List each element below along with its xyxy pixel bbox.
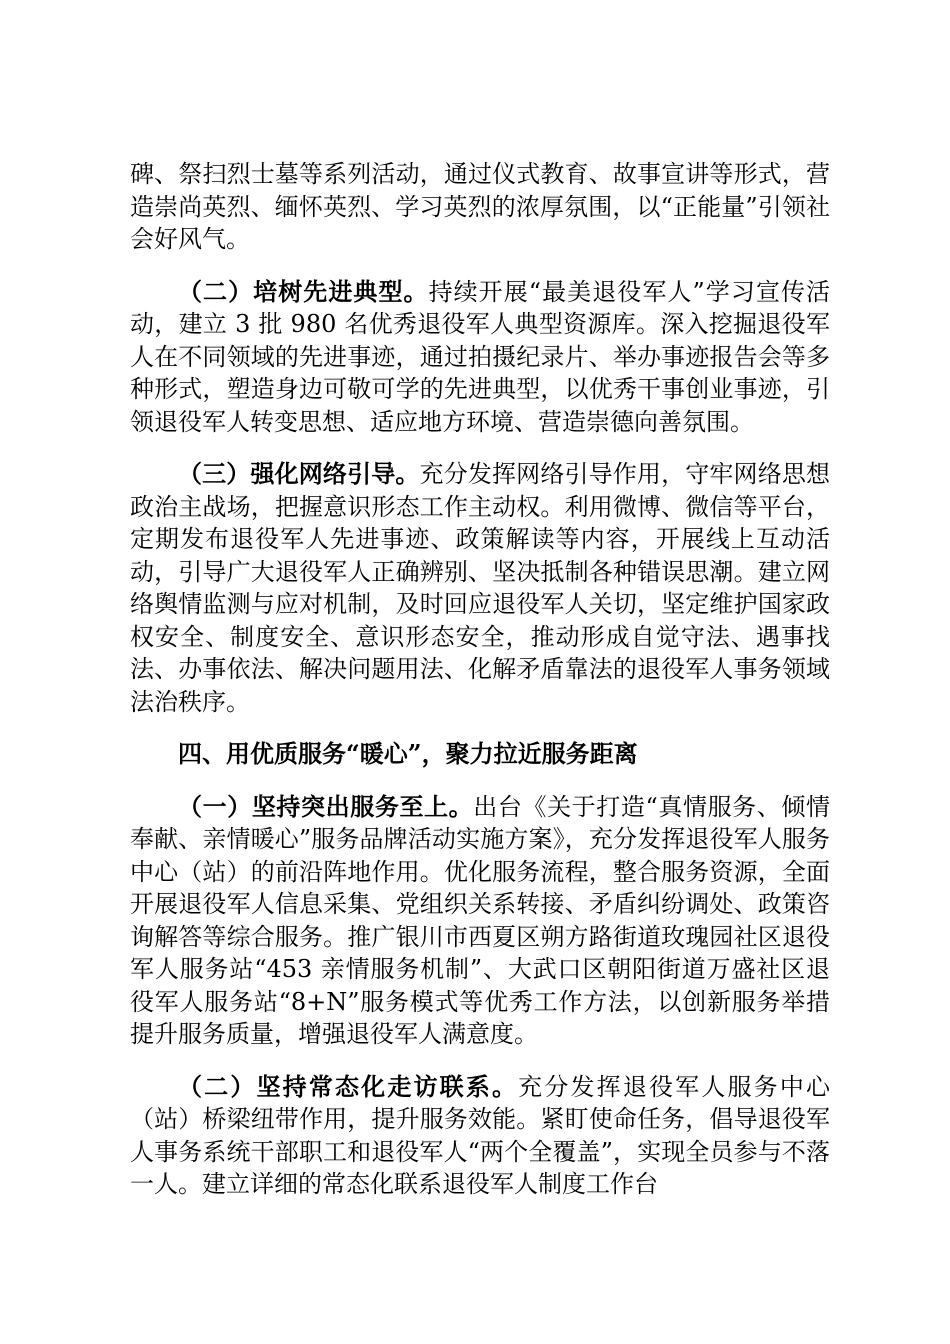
paragraph-lead: （二）坚持常态化走访联系。 [178, 1071, 519, 1101]
document-page [130, 158, 830, 1201]
paragraph-lead: （二）培树先进典型。 [178, 276, 429, 306]
paragraph-text: 碑、祭扫烈士墓等系列活动，通过仪式教育、故事宣讲等形式，营造崇尚英烈、缅怀英烈、学习英烈的浓厚氛围，以“正能量”引领社会好风气。 [130, 160, 830, 253]
paragraph-text: 充分发挥退役军人服务中心（站）桥梁纽带作用，提升服务效能。紧盯使命任务，倡导退役军人事务系统干部职工和退役军人“两个全覆盖”，实现全员参与不落一人。建立详细的常态化联系退役军人制度工作台 [130, 1072, 831, 1198]
paragraph-regular-visits [130, 1071, 830, 1201]
paragraph-text: 持续开展“最美退役军人”学习宣传活动，建立 3 批 980 名优秀退役军人典型资源库。深入挖掘退役军人在不同领域的先进事迹，通过拍摄纪录片、举办事迹报告会等多种形式，塑造身边可敬可学的先进典型，以优秀干事创业事迹，引领退役军人转变思想、适应地方环境、营造崇德向善氛围。 [130, 277, 830, 436]
paragraph-continuation [130, 158, 830, 256]
paragraph-text: 出台《关于打造“真情服务、倾情奉献、亲情暖心”服务品牌活动实施方案》，充分发挥退役军人服务中心（站）的前沿阵地作用。优化服务流程，整合服务资源，全面开展退役军人信息采集、党组织关系转接、矛盾纠纷调处、政策咨询解答等综合服务。推广银川市西夏区朔方路街道玫瑰园社区退役军人服务站“453 亲情服务机制”、大武口区朝阳街道万盛社区退役军人服务站“8+N”服务模式等优秀工作方法，以创新服务举措提升服务质量，增强退役军人满意度。 [130, 792, 830, 1048]
paragraph-lead: （三）强化网络引导。 [178, 459, 420, 488]
paragraph-service-first [130, 791, 830, 1051]
paragraph-lead: （一）坚持突出服务至上。 [178, 791, 474, 821]
section-heading: 四、用优质服务“暖心”，聚力拉近服务距离 [178, 739, 638, 768]
paragraph-cultivate-models [130, 276, 830, 439]
paragraph-network-guidance [130, 458, 830, 718]
paragraph-text: 充分发挥网络引导作用，守牢网络思想政治主战场，把握意识形态工作主动权。利用微博、微信等平台，定期发布退役军人先进事迹、政策解读等内容，开展线上互动活动，引导广大退役军人正确辨别、坚决抵制各种错误思潮。建立网络舆情监测与应对机制，及时回应退役军人关切，坚定维护国家政权安全、制度安全、意识形态安全，推动形成自觉守法、遇事找法、办事依法、解决问题用法、化解矛盾靠法的退役军人事务领域法治秩序。 [130, 460, 831, 716]
